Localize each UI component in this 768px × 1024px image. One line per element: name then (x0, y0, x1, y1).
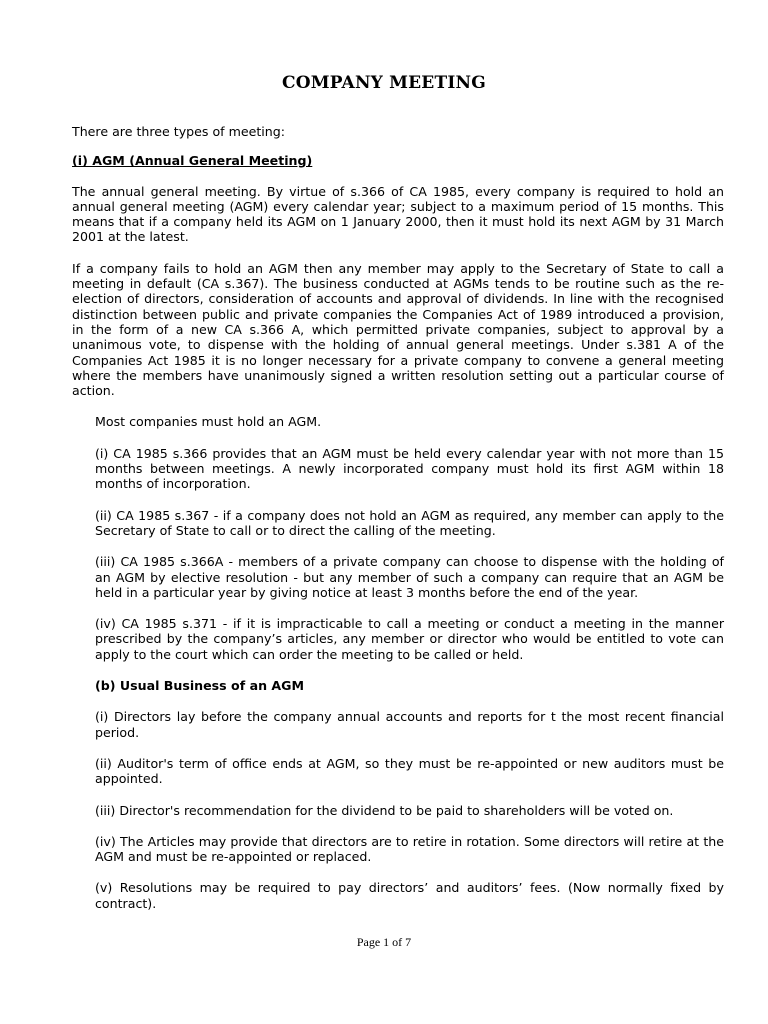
page-number-footer: Page 1 of 7 (356, 935, 412, 949)
intro-paragraph: There are three types of meeting: (72, 124, 286, 139)
document-body (72, 124, 724, 927)
usual-business-item: (i) Directors lay before the company annual accounts and reports for t the most recent financial period. (95, 709, 724, 740)
document-title: COMPANY MEETING (282, 73, 486, 93)
usual-business-item: (ii) Auditor's term of office ends at AGM, so they must be re-appointed or new auditors must be appointed. (95, 755, 724, 787)
agm-requirement-item: (iii) CA 1985 s.366A - members of a private company can choose to dispense with the holding of an AGM by elective resolution - but any member of such a company can require that an AGM be held in a particular year by giving notice at least 3 months before the end of the year. (95, 554, 724, 600)
agm-paragraph-2: If a company fails to hold an AGM then any member may apply to the Secretary of State to call a meeting in default (CA s.367). The business conducted at AGMs tends to be routine such as the re-election of directors, consideration of accounts and approval of dividends. In line with the recognised distinction between public and private companies the Companies Act of 1989 introduced a provision, in the form of a new CA s.366 A, which permitted private companies, subject to approval by a unanimous vote, to dispense with the holding of annual general meetings. Under s.381 A of the Companies Act 1985 it is no longer necessary for a private company to convene a general meeting where the members have unanimously signed a written resolution setting out a particular course of action. (72, 260, 724, 399)
agm-lead-paragraph: Most companies must hold an AGM. (95, 414, 322, 430)
agm-requirement-item: (i) CA 1985 s.366 provides that an AGM must be held every calendar year with not more than 15 months between meetings. A newly incorporated company must hold its first AGM within 18 months of incorporation. (95, 445, 724, 492)
usual-business-item: (v) Resolutions may be required to pay directors’ and auditors’ fees. (Now normally fixed by contract). (95, 880, 724, 911)
section-heading-usual-business: (b) Usual Business of an AGM (95, 678, 305, 694)
agm-requirements-block (95, 414, 724, 911)
usual-business-item: (iii) Director's recommendation for the dividend to be paid to shareholders will be voted on. (95, 802, 674, 818)
agm-paragraph-1: The annual general meeting. By virtue of s.366 of CA 1985, every company is required to hold an annual general meeting (AGM) every calendar year; subject to a maximum period of 15 months. This means that if a company held its AGM on 1 January 2000, then it must hold its next AGM by 31 March 2001 at the latest. (72, 183, 724, 245)
agm-requirement-item: (iv) CA 1985 s.371 - if it is impracticable to call a meeting or conduct a meeting in the manner prescribed by the company’s articles, any member or director who would be entitled to vote can apply to the court which can order the meeting to be called or held. (95, 616, 724, 662)
section-heading-agm: (i) AGM (Annual General Meeting) (72, 153, 313, 169)
agm-requirement-item: (ii) CA 1985 s.367 - if a company does not hold an AGM as required, any member can apply to the Secretary of State to call or to direct the calling of the meeting. (95, 507, 724, 538)
usual-business-item: (iv) The Articles may provide that directors are to retire in rotation. Some directors will retire at the AGM and must be re-appointed or replaced. (95, 833, 724, 865)
